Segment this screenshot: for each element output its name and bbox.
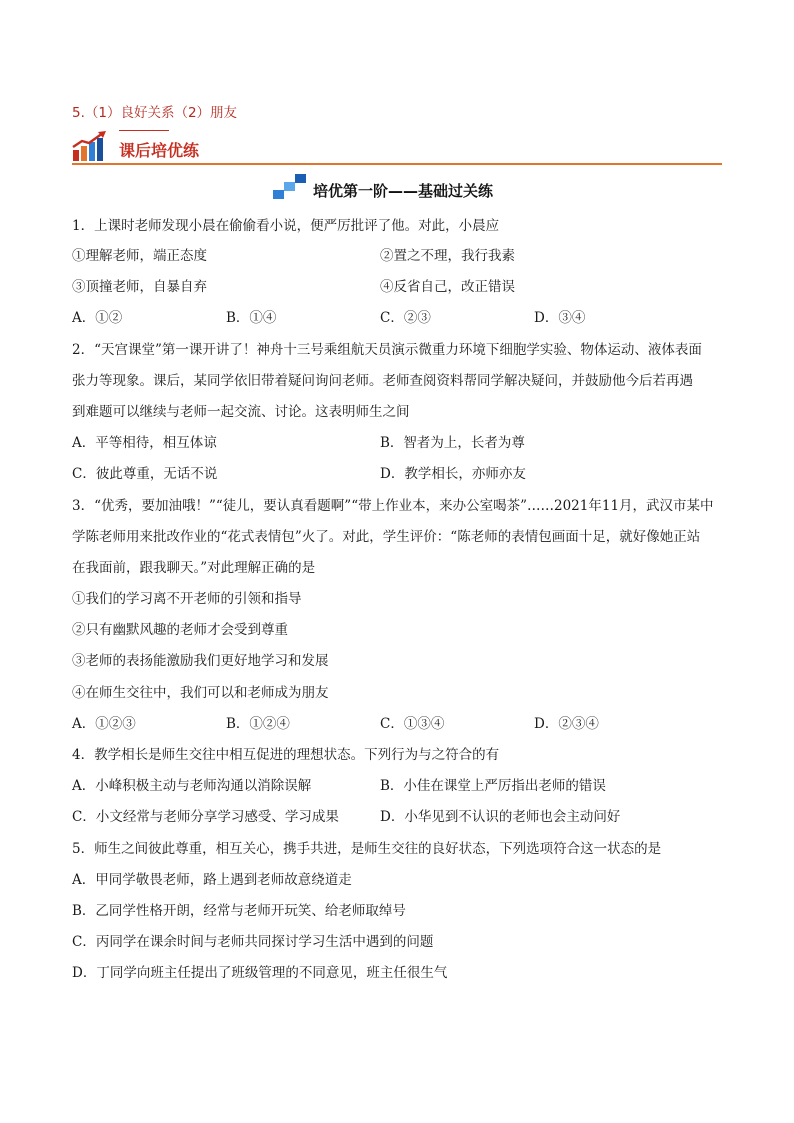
- question-2-option-b[interactable]: B．智者为上，长者为尊: [380, 435, 525, 451]
- question-4-option-c[interactable]: C．小文经常与老师分享学习感受、学习成果: [72, 809, 339, 825]
- question-1-item-4: ④反省自己，改正错误: [380, 279, 515, 295]
- question-1-option-d[interactable]: D．③④: [534, 310, 586, 326]
- question-2-option-d[interactable]: D．教学相长，亦师亦友: [380, 466, 526, 482]
- question-1-option-b[interactable]: B．①④: [226, 310, 277, 326]
- stage-title: 培优第一阶——基础过关练: [313, 182, 494, 200]
- bar-chart-up-icon: [72, 130, 108, 162]
- section-header: [72, 130, 722, 166]
- question-3-item-4: ④在师生交往中，我们可以和老师成为朋友: [72, 685, 329, 701]
- question-3-option-a[interactable]: A．①②③: [72, 716, 136, 732]
- question-1-stem: 1．上课时老师发现小晨在偷偷看小说，便严厉批评了他。对此，小晨应: [72, 218, 500, 234]
- question-1-item-3: ③顶撞老师，自暴自弃: [72, 279, 207, 295]
- question-1-item-1: ①理解老师，端正态度: [72, 248, 207, 264]
- question-1-option-a[interactable]: A．①②: [72, 310, 123, 326]
- question-4-option-d[interactable]: D．小华见到不认识的老师也会主动问好: [380, 809, 621, 825]
- question-5-option-b[interactable]: B．乙同学性格开朗，经常与老师开玩笑、给老师取绰号: [72, 903, 406, 919]
- question-1-option-c[interactable]: C．②③: [380, 310, 431, 326]
- steps-icon: [273, 174, 307, 200]
- question-4-option-a[interactable]: A．小峰积极主动与老师沟通以消除误解: [72, 778, 312, 794]
- question-3-stem-line-2: 学陈老师用来批改作业的“花式表情包”火了。对此，学生评价：“陈老师的表情包画面十足，就好像她正站: [72, 529, 701, 545]
- header-rule: [72, 163, 722, 165]
- question-3-option-d[interactable]: D．②③④: [534, 716, 599, 732]
- question-3-item-3: ③老师的表扬能激励我们更好地学习和发展: [72, 653, 329, 669]
- question-2-option-a[interactable]: A．平等相待，相互体谅: [72, 435, 217, 451]
- question-3-option-b[interactable]: B．①②④: [226, 716, 290, 732]
- question-4-option-b[interactable]: B．小佳在课堂上严厉指出老师的错误: [380, 778, 606, 794]
- section-title: 课后培优练: [119, 141, 200, 160]
- question-2-stem-line-3: 到难题可以继续与老师一起交流、讨论。这表明师生之间: [72, 404, 410, 420]
- question-2-stem-line-1: 2．“天宫课堂”第一课开讲了！神舟十三号乘组航天员演示微重力环境下细胞学实验、物体运动、液体表面: [72, 342, 702, 358]
- question-5-stem: 5．师生之间彼此尊重，相互关心，携手共进，是师生交往的良好状态，下列选项符合这一状态的是: [72, 841, 662, 857]
- question-4-stem: 4．教学相长是师生交往中相互促进的理想状态。下列行为与之符合的有: [72, 747, 500, 763]
- question-1-item-2: ②置之不理，我行我素: [380, 248, 515, 264]
- question-3-stem-line-3: 在我面前，跟我聊天。”对此理解正确的是: [72, 560, 316, 576]
- question-5-option-a[interactable]: A．甲同学敬畏老师，路上遇到老师故意绕道走: [72, 872, 352, 888]
- question-3-stem-line-1: 3．“优秀，要加油哦！”“徒儿，要认真看题啊”“带上作业本，来办公室喝茶”……2021年11月，武汉市某中: [72, 498, 714, 514]
- question-3-option-c[interactable]: C．①③④: [380, 716, 445, 732]
- question-5-option-c[interactable]: C．丙同学在课余时间与老师共同探讨学习生活中遇到的问题: [72, 934, 434, 950]
- previous-answer: 5.（1）良好关系（2）朋友: [72, 105, 238, 121]
- stage-heading: [0, 174, 794, 204]
- header-accent-line: [119, 130, 169, 131]
- question-2-stem-line-2: 张力等现象。课后，某同学依旧带着疑问询问老师。老师查阅资料帮同学解决疑问，并鼓励他今后若再遇: [72, 373, 693, 389]
- question-5-option-d[interactable]: D．丁同学向班主任提出了班级管理的不同意见，班主任很生气: [72, 965, 448, 981]
- question-2-option-c[interactable]: C．彼此尊重，无话不说: [72, 466, 218, 482]
- question-3-item-2: ②只有幽默风趣的老师才会受到尊重: [72, 622, 288, 638]
- question-3-item-1: ①我们的学习离不开老师的引领和指导: [72, 591, 302, 607]
